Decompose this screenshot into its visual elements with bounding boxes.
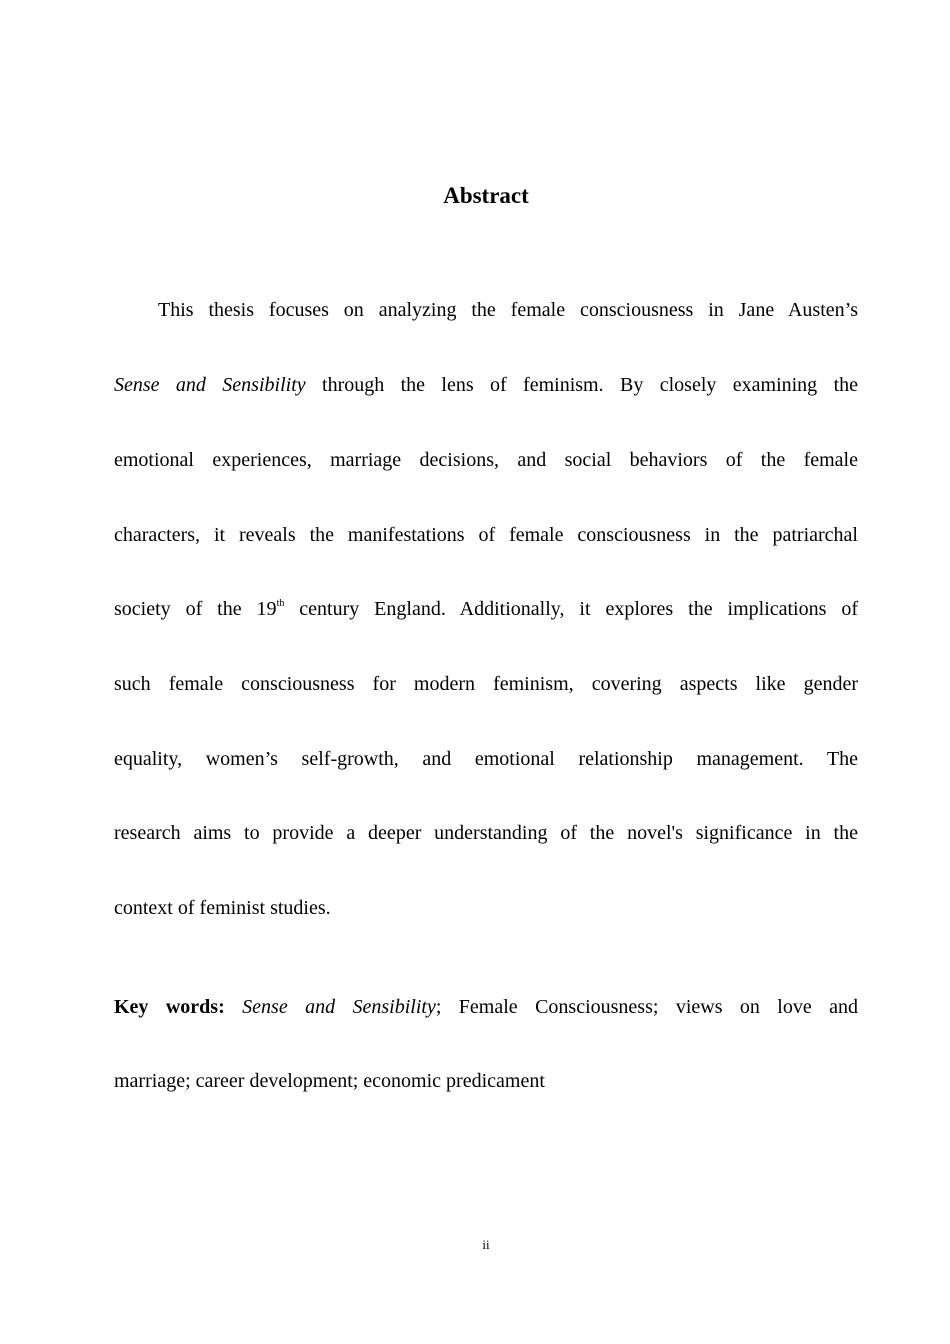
abstract-line-1: This thesis focuses on analyzing the female consciousness in Jane Austen’s [158, 299, 858, 321]
abstract-line-9: context of feminist studies. [114, 897, 331, 919]
abstract-line-3: emotional experiences, marriage decisions, and social behaviors of the female [114, 449, 858, 471]
abstract-line-2-text: through the lens of feminism. By closely examining the [305, 374, 858, 396]
abstract-line-5-end: century England. Additionally, it explores the implications of [284, 598, 858, 620]
abstract-line-6: such female consciousness for modern feminism, covering aspects like gender [114, 673, 858, 695]
novel-title: Sense and Sensibility [114, 374, 306, 396]
abstract-line-2 [114, 372, 858, 398]
ordinal-superscript: th [276, 598, 285, 609]
keywords-line-2: marriage; career development; economic predicament [114, 1070, 545, 1092]
page-title: Abstract [443, 183, 529, 208]
keywords-novel-title: Sense and Sensibility [242, 996, 436, 1018]
keywords-label: Key words: [114, 996, 225, 1018]
abstract-line-5 [114, 596, 858, 622]
page-number: ii [482, 1237, 490, 1252]
abstract-line-8: research aims to provide a deeper understanding of the novel's significance in the [114, 822, 858, 844]
keywords-line-1-text: ; Female Consciousness; views on love and [435, 996, 859, 1018]
abstract-line-4: characters, it reveals the manifestations of female consciousness in the patriarchal [114, 524, 858, 546]
abstract-line-5-start: society of the 19 [114, 598, 277, 620]
abstract-line-7: equality, women’s self-growth, and emotional relationship management. The [114, 748, 858, 770]
keywords-line-1 [114, 994, 858, 1020]
